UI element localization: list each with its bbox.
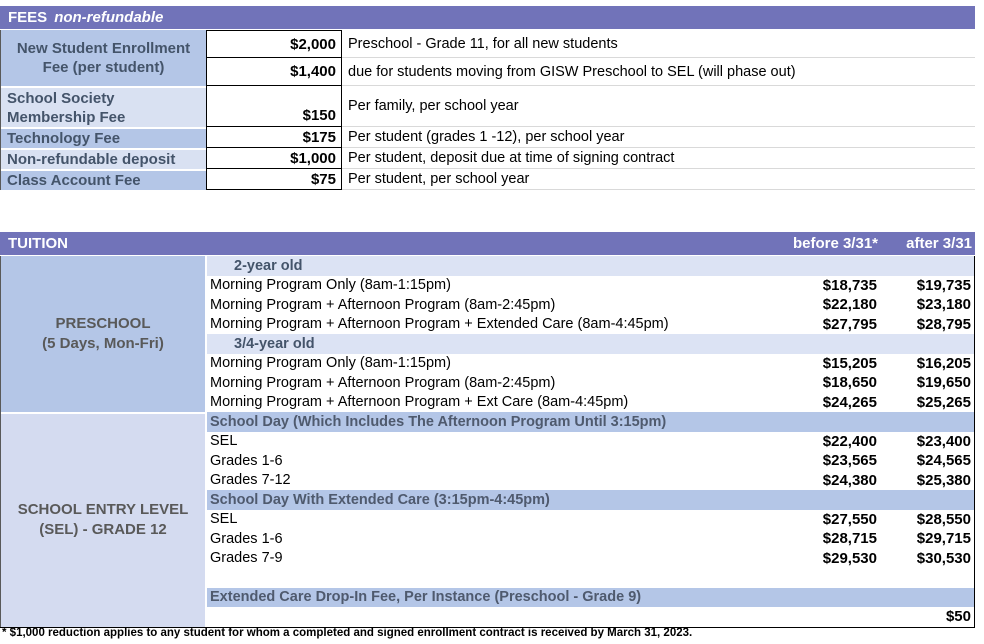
program-label: Grades 7-9 <box>210 550 283 567</box>
tuition-row <box>207 315 974 335</box>
price-after: $29,715 <box>916 530 971 548</box>
price-after: $25,380 <box>916 471 971 489</box>
group-label-line: (5 Days, Mon-Fri) <box>42 335 164 352</box>
price-after: $23,400 <box>916 432 971 450</box>
fee-value-technology: $175 <box>206 127 342 148</box>
price-before: $22,400 <box>822 432 877 450</box>
group-label-line: SCHOOL ENTRY LEVEL <box>17 501 189 519</box>
footnote: * $1,000 reduction applies to any student for whom a completed and signed enrollment contract is received by March 31, 2023. <box>2 627 693 639</box>
tuition-table <box>0 232 975 628</box>
price-before: $18,650 <box>822 374 877 392</box>
program-label: Morning Program Only (8am-1:15pm) <box>210 277 451 294</box>
price-before: $24,265 <box>822 393 877 411</box>
fees-title: FEES <box>8 9 48 26</box>
price-after: $19,650 <box>916 374 971 392</box>
fee-desc-deposit: Per student, deposit due at time of signing contract <box>342 148 975 169</box>
group-label-school-entry-level <box>1 412 205 627</box>
fee-value-new-student-1: $2,000 <box>206 30 342 58</box>
fee-value-new-student-2: $1,400 <box>206 58 342 86</box>
price-after: $30,530 <box>916 549 971 567</box>
price-after: $28,550 <box>916 510 971 528</box>
tuition-table-body <box>0 256 975 628</box>
fee-label-technology: Technology Fee <box>1 127 206 148</box>
tuition-title: TUITION <box>8 235 68 252</box>
fee-desc-new-student-1: Preschool - Grade 11, for all new students <box>342 30 975 58</box>
program-label: SEL <box>210 433 238 450</box>
fee-label-line: New Student Enrollment <box>16 40 191 57</box>
subheader-label: School Day With Extended Care (3:15pm-4:45pm) <box>210 491 550 508</box>
fee-desc-new-student-2: due for students moving from GISW Preschool to SEL (will phase out) <box>342 58 975 86</box>
fee-value-school-society: $150 <box>206 86 342 127</box>
price-before: $22,180 <box>822 296 877 314</box>
fee-desc-class-account: Per student, per school year <box>342 169 975 190</box>
subheader-label: 3/4-year old <box>234 335 315 352</box>
price-after: $28,795 <box>916 315 971 333</box>
subheader-label: 2-year old <box>234 257 303 274</box>
group-label-line: PRESCHOOL <box>55 315 151 332</box>
column-header-after: after 3/31 <box>906 235 972 252</box>
tuition-row <box>207 276 974 296</box>
fee-value-class-account: $75 <box>206 169 342 190</box>
tuition-row <box>207 471 974 491</box>
tuition-group-labels <box>0 256 205 627</box>
program-label: Morning Program + Afternoon Program + Extended Care (8am-4:45pm) <box>210 316 669 333</box>
group-label-line: (SEL) - GRADE 12 <box>39 521 167 539</box>
price-before: $27,550 <box>822 510 877 528</box>
price-after: $19,735 <box>916 276 971 294</box>
tuition-subheader-row <box>207 256 974 276</box>
tuition-row <box>207 549 974 569</box>
price-before: $15,205 <box>822 354 877 372</box>
fee-label-new-student <box>1 30 206 86</box>
tuition-row <box>207 373 974 393</box>
price-before: $23,565 <box>822 452 877 470</box>
tuition-row <box>207 295 974 315</box>
fees-table-header <box>0 6 975 29</box>
price-after: $23,180 <box>916 296 971 314</box>
fee-value-deposit: $1,000 <box>206 148 342 169</box>
fee-desc-technology: Per student (grades 1 -12), per school year <box>342 127 975 148</box>
tuition-rows <box>207 256 975 627</box>
fees-subtitle: non-refundable <box>54 9 164 26</box>
tuition-row <box>207 607 974 627</box>
fees-table <box>0 6 975 190</box>
tuition-subheader-row <box>207 588 974 608</box>
program-label: Morning Program Only (8am-1:15pm) <box>210 355 451 372</box>
fee-label-line: Membership Fee <box>7 108 126 126</box>
fee-label-class-account: Class Account Fee <box>1 169 206 190</box>
program-label: Grades 7-12 <box>210 472 291 489</box>
price-after: $25,265 <box>916 393 971 411</box>
tuition-spacer-row <box>207 568 974 588</box>
program-label: SEL <box>210 511 238 528</box>
tuition-row <box>207 510 974 530</box>
program-label: Morning Program + Afternoon Program (8am-2:45pm) <box>210 374 556 391</box>
price-after: $24,565 <box>916 452 971 470</box>
fee-desc-school-society: Per family, per school year <box>342 86 975 127</box>
price-before: $29,530 <box>822 549 877 567</box>
tuition-row <box>207 529 974 549</box>
tuition-row <box>207 393 974 413</box>
fees-table-body <box>0 30 975 190</box>
tuition-subheader-row <box>207 490 974 510</box>
price-before: $28,715 <box>822 530 877 548</box>
tuition-row <box>207 432 974 452</box>
tuition-subheader-row <box>207 412 974 432</box>
price-after: $50 <box>945 608 971 626</box>
tuition-table-header <box>0 232 975 255</box>
program-label: Morning Program + Afternoon Program (8am-2:45pm) <box>210 296 556 313</box>
tuition-row <box>207 354 974 374</box>
fee-label-deposit: Non-refundable deposit <box>1 148 206 169</box>
program-label: Grades 1-6 <box>210 530 283 547</box>
fee-label-line: Fee (per student) <box>42 59 165 76</box>
subheader-label: School Day (Which Includes The Afternoon Program Until 3:15pm) <box>210 413 667 430</box>
fee-label-school-society <box>1 86 206 127</box>
tuition-row <box>207 451 974 471</box>
price-after: $16,205 <box>916 354 971 372</box>
price-before: $27,795 <box>822 315 877 333</box>
program-label: Morning Program + Afternoon Program + Ext Care (8am-4:45pm) <box>210 394 629 411</box>
price-before: $24,380 <box>822 471 877 489</box>
subheader-label: Extended Care Drop-In Fee, Per Instance (Preschool - Grade 9) <box>210 589 642 606</box>
tuition-subheader-row <box>207 334 974 354</box>
fee-label-line: School Society <box>7 89 115 107</box>
group-label-preschool <box>1 256 205 412</box>
program-label: Grades 1-6 <box>210 452 283 469</box>
column-header-before: before 3/31* <box>792 235 878 252</box>
price-before: $18,735 <box>822 276 877 294</box>
